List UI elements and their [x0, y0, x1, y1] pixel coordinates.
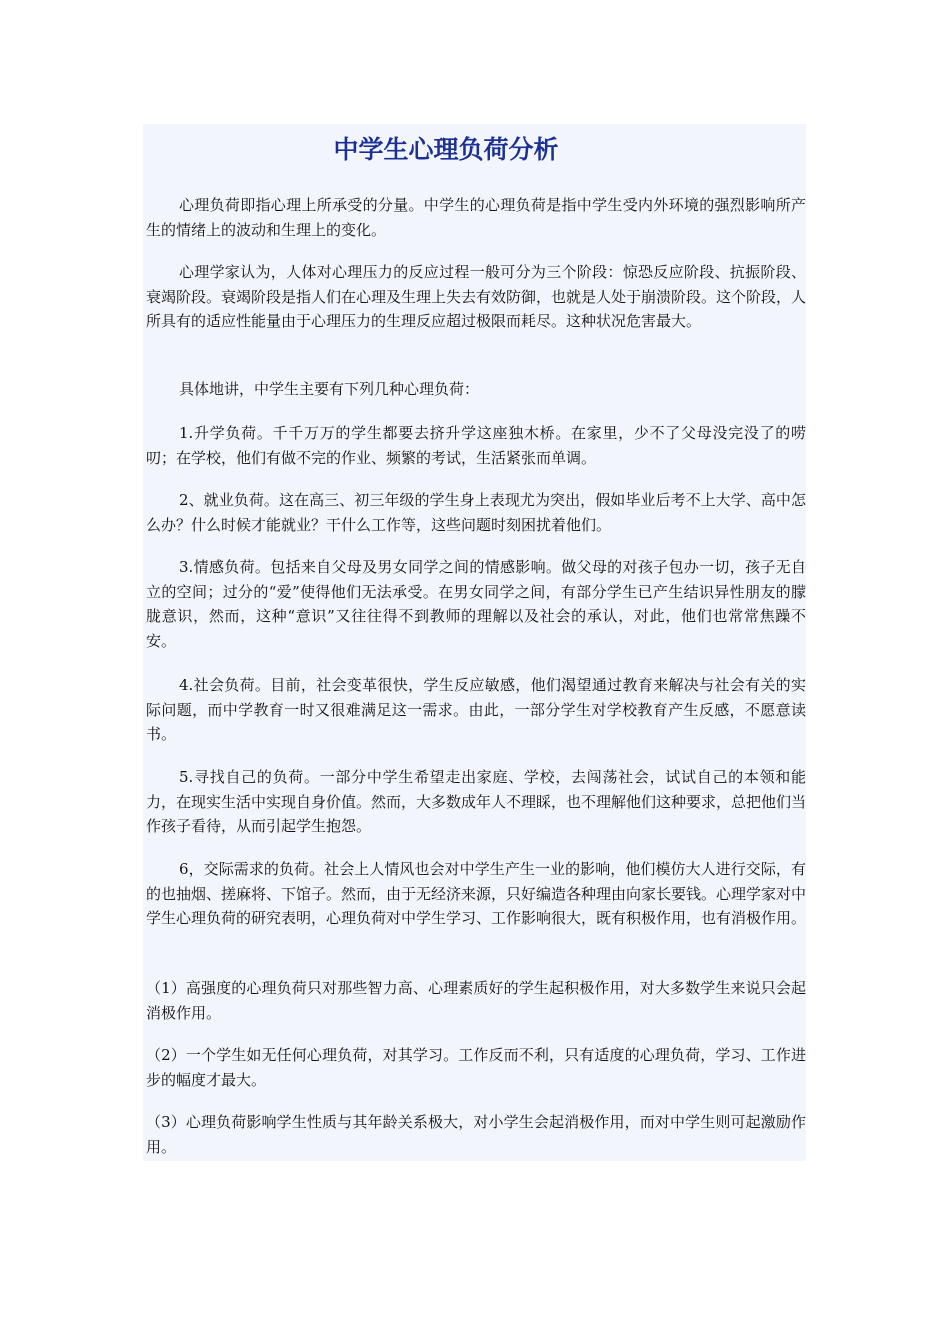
paragraph-effect-2: （2）一个学生如无任何心理负荷，对其学习。工作反而不利，只有适度的心理负荷，学习、工作进步的幅度才最大。	[146, 1046, 806, 1089]
paragraph-stages: 心理学家认为，人体对心理压力的反应过程一般可分为三个阶段：惊恐反应阶段、抗振阶段、衰竭阶段。衰竭阶段是指人们在心理及生理上失去有效防御，也就是人处于崩溃阶段。这个阶段，人所具有的适应性能量由于心理压力的生理反应超过极限而耗尽。这种状况危害最大。	[146, 263, 807, 331]
paragraph-list-intro: 具体地讲，中学生主要有下列几种心理负荷：	[179, 380, 480, 398]
paragraph-item-3: 3.情感负荷。包括来自父母及男女同学之间的情感影响。做父母的对孩子包办一切，孩子无自立的空间；过分的“爱”使得他们无法承受。在男女同学之间，有部分学生已产生结识异性朋友的朦胧意识，然而，这种“意识”又往往得不到教师的理解以及社会的承认，对此，他们也常常焦躁不安。	[146, 558, 806, 650]
paragraph-item-5: 5.寻找自己的负荷。一部分中学生希望走出家庭、学校，去闯荡社会，试试自己的本领和能力，在现实生活中实现自身价值。然而，大多数成年人不理睬，也不理解他们这种要求，总把他们当作孩子看待，从而引起学生抱怨。	[146, 768, 807, 836]
paragraph-intro: 心理负荷即指心理上所承受的分量。中学生的心理负荷是指中学生受内外环境的强烈影响所产生的情绪上的波动和生理上的变化。	[146, 196, 806, 239]
paragraph-item-1: 1.升学负荷。千千万万的学生都要去挤升学这座独木桥。在家里，少不了父母没完没了的唠叨；在学校，他们有做不完的作业、频繁的考试，生活紧张而单调。	[146, 424, 806, 467]
paragraph-effect-3: （3）心理负荷影响学生性质与其年龄关系极大，对小学生会起消极作用，而对中学生则可起激励作用。	[146, 1113, 806, 1156]
document-title: 中学生心理负荷分析	[333, 135, 559, 164]
paragraph-item-6: 6，交际需求的负荷。社会上人情风也会对中学生产生一业的影响，他们模仿大人进行交际，有的也抽烟、搓麻将、下馆子。然而，由于无经济来源，只好编造各种理由向家长要钱。心理学家对中学生心理负荷的研究表明，心理负荷对中学生学习、工作影响很大，既有积极作用，也有消极作用。	[146, 860, 807, 928]
paragraph-item-2: 2、就业负荷。这在高三、初三年级的学生身上表现尤为突出，假如毕业后考不上大学、高中怎么办？什么时候才能就业？干什么工作等，这些问题时刻困扰着他们。	[146, 491, 806, 534]
paragraph-item-4: 4.社会负荷。目前，社会变革很快，学生反应敏感，他们渴望通过教育来解决与社会有关的实际问题，而中学教育一时又很难满足这一需求。由此，一部分学生对学校教育产生反感，不愿意读书。	[146, 676, 806, 744]
paragraph-effect-1: （1）高强度的心理负荷只对那些智力高、心理素质好的学生起积极作用，对大多数学生来说只会起消极作用。	[146, 979, 806, 1022]
